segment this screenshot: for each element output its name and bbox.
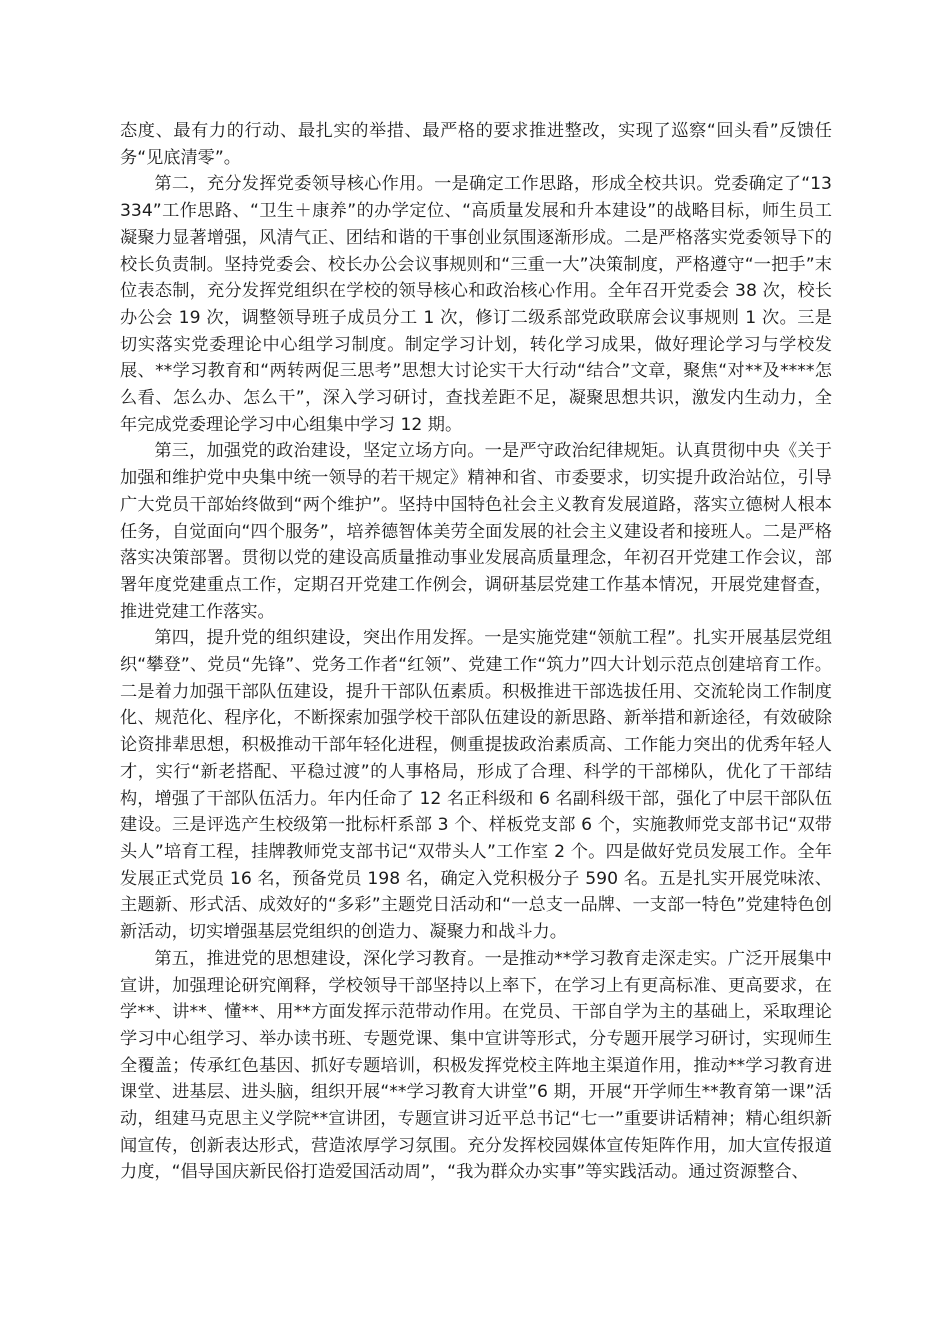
paragraph-third: 第三，加强党的政治建设，坚定立场方向。一是严守政治纪律规矩。认真贯彻中央《关于加强和维护党中央集中统一领导的若干规定》精神和省、市委要求，切实提升政治站位，引导广大党员干部始终做到“两个维护”。坚持中国特色社会主义教育发展道路，落实立德树人根本任务，自觉面向“四个服务”，培养德智体美劳全面发展的社会主义建设者和接班人。二是严格落实决策部署。贯彻以党的建设高质量推动事业发展高质量理念，年初召开党建工作会议，部署年度党建重点工作，定期召开党建工作例会，调研基层党建工作基本情况，开展党建督查，推进党建工作落实。 <box>120 441 832 622</box>
paragraph-fourth: 第四，提升党的组织建设，突出作用发挥。一是实施党建“领航工程”。扎实开展基层党组织“攀登”、党员“先锋”、党务工作者“红领”、党建工作“筑力”四大计划示范点创建培育工作。二是着力加强干部队伍建设，提升干部队伍素质。积极推进干部选拔任用、交流轮岗工作制度化、规范化、程序化，不断探索加强学校干部队伍建设的新思路、新举措和新途径，有效破除论资排辈思想，积极推动干部年轻化进程，侧重提拔政治素质高、工作能力突出的优秀年轻人才，实行“新老搭配、平稳过渡”的人事格局，形成了合理、科学的干部梯队，优化了干部结构，增强了干部队伍活力。年内任命了 12 名正科级和 6 名副科级干部，强化了中层干部队伍建设。三是评选产生校级第一批标杆系部 3 个、样板党支部 6 个，实施教师党支部书记“双带头人”培育工程，挂牌教师党支部书记“双带头人”工作室 2 个。四是做好党员发展工作。全年发展正式党员 16 名，预备党员 198 名，确定入党积极分子 590 名。五是扎实开展党味浓、主题新、形式活、成效好的“多彩”主题党日活动和“一总支一品牌、一支部一特色”党建特色创新活动，切实增强基层党组织的创造力、凝聚力和战斗力。 <box>120 628 832 943</box>
paragraph-fifth: 第五，推进党的思想建设，深化学习教育。一是推动**学习教育走深走实。广泛开展集中宣讲，加强理论研究阐释，学校领导干部坚持以上率下，在学习上有更高标准、更高要求，在学**、讲**、懂**、用**方面发挥示范带动作用。在党员、干部自学为主的基础上，采取理论学习中心组学习、举办读书班、专题党课、集中宣讲等形式，分专题开展学习研讨，实现师生全覆盖；传承红色基因、抓好专题培训，积极发挥党校主阵地主渠道作用，推动**学习教育进课堂、进基层、进头脑，组织开展“**学习教育大讲堂”6 期，开展“开学师生**教育第一课”活动，组建马克思主义学院**宣讲团，专题宣讲习近平总书记“七一”重要讲话精神；精心组织新闻宣传，创新表达形式，营造浓厚学习氛围。充分发挥校园媒体宣传矩阵作用，加大宣传报道力度，“倡导国庆新民俗打造爱国活动周”，“我为群众办实事”等实践活动。通过资源整合、 <box>120 948 832 1183</box>
document-body <box>120 118 832 1186</box>
paragraph-continuation: 态度、最有力的行动、最扎实的举措、最严格的要求推进整改，实现了巡察“回头看”反馈任务“见底清零”。 <box>120 121 832 168</box>
paragraph-second: 第二，充分发挥党委领导核心作用。一是确定工作思路，形成全校共识。党委确定了“13334”工作思路、“卫生＋康养”的办学定位、“高质量发展和升本建设”的战略目标，师生员工凝聚力显著增强，风清气正、团结和谐的干事创业氛围逐渐形成。二是严格落实党委领导下的校长负责制。坚持党委会、校长办公会议事规则和“三重一大”决策制度，严格遵守“一把手”末位表态制，充分发挥党组织在学校的领导核心和政治核心作用。全年召开党委会 38 次，校长办公会 19 次，调整领导班子成员分工 1 次，修订二级系部党政联席会议事规则 1 次。三是切实落实党委理论中心组学习制度。制定学习计划，转化学习成果，做好理论学习与学校发展、**学习教育和“两转两促三思考”思想大讨论实干大行动“结合”文章，聚焦“对**及****怎么看、怎么办、怎么干”，深入学习研讨，查找差距不足，凝聚思想共识，激发内生动力，全年完成党委理论学习中心组集中学习 12 期。 <box>120 174 832 435</box>
